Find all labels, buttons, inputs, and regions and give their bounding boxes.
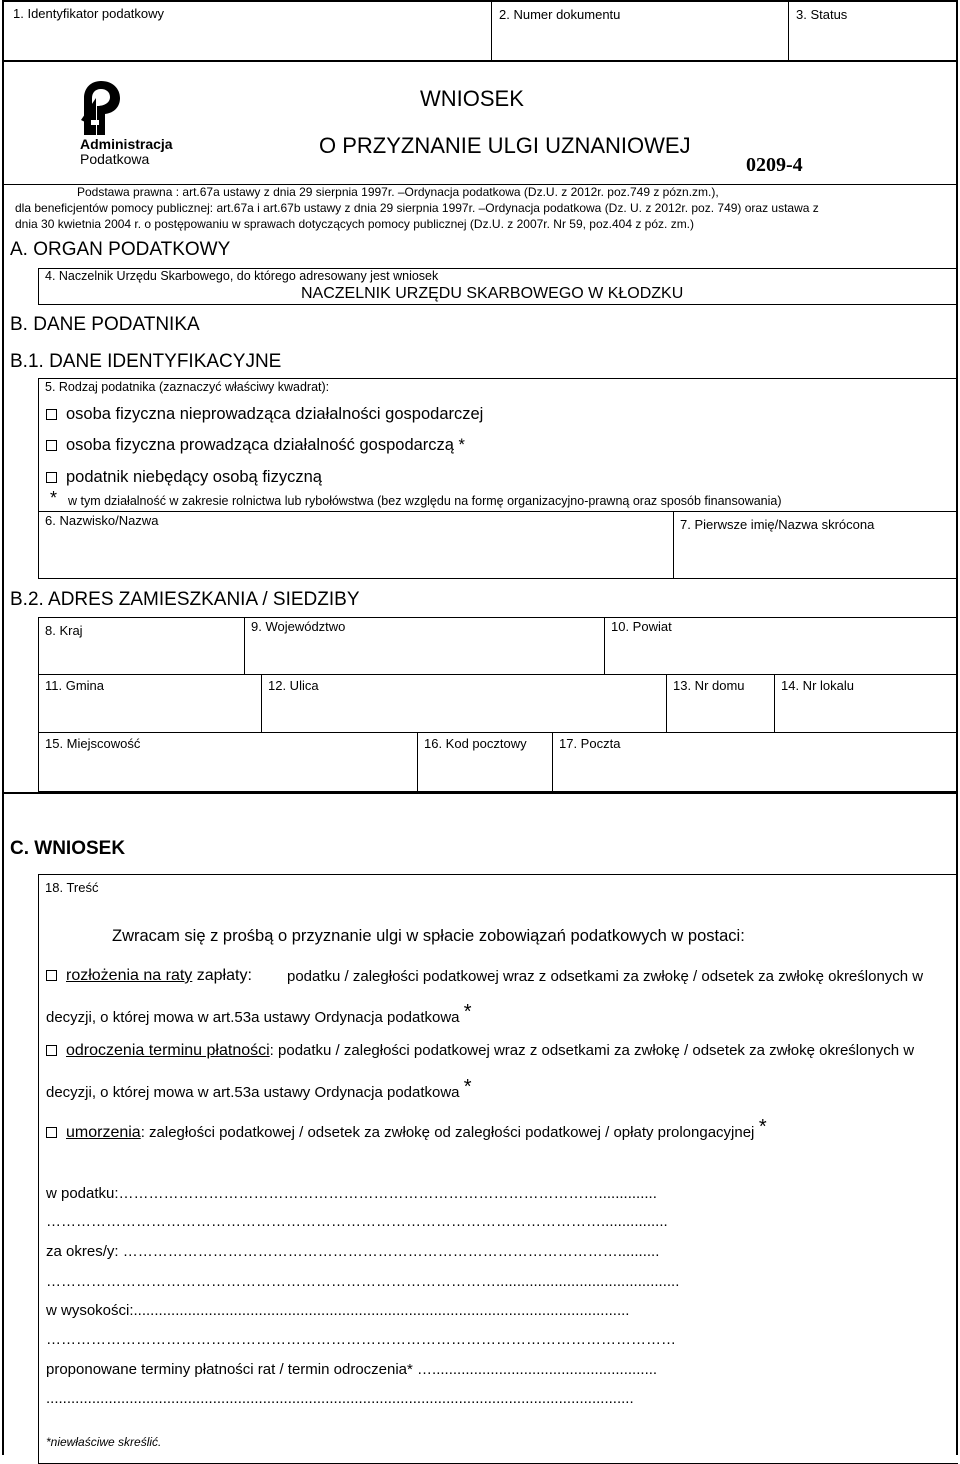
field-label-2: 2. Numer dokumentu [499,7,621,22]
section-b1-title: B.1. DANE IDENTYFIKACYJNE [10,351,282,372]
field-label-18: 18. Treść [45,880,99,895]
checkbox-icon[interactable] [46,472,57,483]
section-a-title: A. ORGAN PODATKOWY [10,239,231,260]
field-label-12: 12. Ulica [268,678,319,693]
line-terminy[interactable]: proponowane terminy płatności rat / termin odroczenia* …...................................................... [46,1361,658,1378]
header-field-status[interactable] [788,0,958,62]
field-12-ulica[interactable] [261,674,667,733]
field-label-8: 8. Kraj [45,623,83,638]
section-b-title: B. DANE PODATNIKA [10,314,200,335]
section-b-footnote: w tym działalność w zakresie rolnictwa lub rybołówstwa (bez względu na formę organizacyjno-prawną oraz sposób finansowania) [68,494,782,508]
field-17-poczta[interactable] [552,732,958,792]
option-1-line-2-text: decyzji, o której mowa w art.53a ustawy Ordynacja podatkowa [46,1009,460,1026]
field-13-nr-domu[interactable] [666,674,775,733]
field-15-miejscowosc[interactable] [38,732,418,792]
line-dots-3[interactable]: ……………………………………………………………………………………………………………… [46,1331,676,1348]
field-label-17: 17. Poczta [559,736,621,751]
option-2-line-2-text: decyzji, o której mowa w art.53a ustawy Ordynacja podatkowa [46,1084,460,1101]
field-label-9: 9. Województwo [251,619,346,634]
field-label-11: 11. Gmina [45,678,105,693]
request-intro: Zwracam się z prośbą o przyznanie ulgi w spłacie zobowiązań podatkowych w postaci: [112,927,745,945]
field-label-6: 6. Nazwisko/Nazwa [45,513,159,528]
option-1-star: * [463,1001,472,1023]
checkbox-icon[interactable] [46,409,57,420]
checkbox-icon[interactable] [46,1045,57,1056]
option-2-star: * [463,1076,472,1098]
option-osoba-nieprowadzaca[interactable] [46,405,483,424]
section-c-title: C. WNIOSEK [10,838,126,859]
option-osoba-prowadzaca[interactable] [46,436,465,455]
form-subtitle: O PRZYZNANIE ULGI UZNANIOWEJ [319,133,691,158]
option-1-text: podatku / zaległości podatkowej wraz z odsetkami za zwłokę / odsetek za zwłokę określonych w [287,968,924,985]
field-4-organ[interactable] [38,268,958,305]
logo-text [80,137,173,167]
section-b2-title: B.2. ADRES ZAMIESZKANIA / SIEDZIBY [10,589,360,610]
line-dots-4[interactable]: ............................................................................................................................................. [46,1390,634,1407]
option-rozlozenie-na-raty[interactable] [46,967,252,985]
field-label-16: 16. Kod pocztowy [424,736,527,751]
legal-line-3: dnia 30 kwietnia 2004 r. o postępowaniu w sprawach dotyczących pomocy publicznej (Dz.U. z 2007r. Nr 59, poz.404 z póz. zm.) [15,217,695,231]
option-1-heading: rozłożenia na raty [66,967,193,984]
form-code: 0209-4 [746,154,803,176]
legal-basis [2,184,958,234]
field-label-10: 10. Powiat [611,619,672,634]
field-8-kraj[interactable] [38,617,245,675]
option-2-line-2 [46,1076,472,1101]
field-4-value: NACZELNIK URZĘDU SKARBOWEGO W KŁODZKU [301,285,684,302]
option-label: osoba fizyczna prowadząca działalność gospodarczą * [66,436,465,454]
field-label-5: 5. Rodzaj podatnika (zaznaczyć właściwy kwadrat): [45,380,330,394]
line-dots-2[interactable]: ………………………………………………………………………………............................................ [46,1273,680,1290]
option-3-text: : zaległości podatkowej / odsetek za zwłokę od zaległości podatkowej / opłaty prolongacyjnej [140,1124,755,1141]
field-14-nr-lokalu[interactable] [774,674,958,733]
field-label-3: 3. Status [796,7,848,22]
option-label: podatnik niebędący osobą fizyczną [66,468,322,486]
option-3-star: * [758,1116,767,1138]
line-w-wysokosci[interactable]: w wysokości:....................................................................................................................... [46,1302,630,1319]
header-field-identyfikator[interactable] [2,0,492,62]
form-title: WNIOSEK [420,86,524,111]
field-label-4: 4. Naczelnik Urzędu Skarbowego, do którego adresowany jest wniosek [45,269,439,283]
option-odroczenie-terminu[interactable] [46,1042,914,1060]
field-label-13: 13. Nr domu [673,678,745,693]
administracja-logo-icon [80,80,122,136]
field-11-gmina[interactable] [38,674,262,733]
field-label-15: 15. Miejscowość [45,736,141,751]
line-w-podatku[interactable]: w podatku:…………………………………………………………………………………….............. [46,1185,657,1202]
checkbox-icon[interactable] [46,970,57,981]
option-podatnik-niebedacy[interactable] [46,468,322,487]
option-2-heading: odroczenia terminu płatności [66,1042,270,1059]
field-label-1: 1. Identyfikator podatkowy [13,6,165,21]
footnote-star: * [50,488,58,508]
header-field-numer-dokumentu[interactable] [491,0,789,62]
option-3-heading: umorzenia [66,1124,141,1141]
checkbox-icon[interactable] [46,1127,57,1138]
section-c-footnote: *niewłaściwe skreślić. [46,1435,162,1449]
option-1-line-2 [46,1001,472,1026]
logo-line-2: Podatkowa [80,151,150,167]
field-6-nazwisko[interactable] [38,511,674,579]
field-9-wojewodztwo[interactable] [244,617,605,675]
line-za-okres[interactable]: za okres/y: ……………………………………………………………………………………….......... [46,1243,660,1260]
field-label-7: 7. Pierwsze imię/Nazwa skrócona [680,517,875,532]
legal-line-1: Podstawa prawna : art.67a ustawy z dnia 29 sierpnia 1997r. –Ordynacja podatkowa (Dz.U. z 2012r. poz.749 z pózn.zm.), [77,185,719,199]
legal-line-2: dla beneficjentów pomocy publicznej: art.67a i art.67b ustawy z dnia 29 sierpnia 1997r. –Ordynacja podatkowa (Dz. U. z 2012r. poz. 749) oraz ustawa z [15,201,819,215]
option-umorzenie[interactable] [46,1116,767,1142]
option-2-text: : podatku / zaległości podatkowej wraz z odsetkami za zwłokę / odsetek za zwłokę określonych w [269,1042,915,1059]
field-label-14: 14. Nr lokalu [781,678,854,693]
field-16-kod-pocztowy[interactable] [417,732,553,792]
option-1-heading-rest: zapłaty: [192,967,252,984]
logo-line-1: Administracja [80,136,173,152]
field-7-imie[interactable] [673,511,958,579]
line-dots-1[interactable]: …………………………………………………………………………………………………................ [46,1213,668,1230]
option-label: osoba fizyczna nieprowadząca działalności gospodarczej [66,405,484,423]
checkbox-icon[interactable] [46,440,57,451]
field-10-powiat[interactable] [604,617,958,675]
